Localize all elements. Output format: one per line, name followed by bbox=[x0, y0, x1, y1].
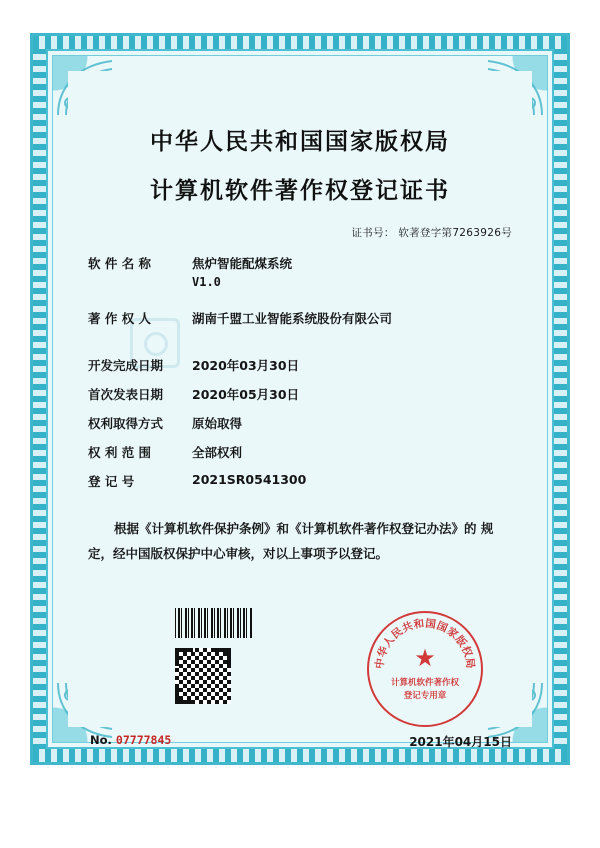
qr-code-icon bbox=[175, 648, 231, 704]
field-value: 2020年05月30日 bbox=[192, 387, 300, 402]
serial-number-value: 07777845 bbox=[115, 733, 172, 747]
document-title: 计算机软件著作权登记证书 bbox=[150, 178, 450, 204]
field-value bbox=[192, 254, 512, 289]
field-value: 2021SR0541300 bbox=[192, 472, 307, 487]
seal-line-1: 计算机软件著作权 bbox=[390, 678, 459, 688]
certificate-number-label: 证书号： bbox=[351, 227, 395, 239]
field-row-acquisition-method bbox=[88, 414, 512, 432]
field-row-first-publication-date bbox=[88, 385, 512, 403]
barcode-icon bbox=[175, 608, 253, 638]
seal-text-lines bbox=[369, 677, 481, 703]
legal-paragraph bbox=[88, 516, 512, 566]
field-row-copyright-owner bbox=[88, 309, 512, 327]
official-seal bbox=[367, 611, 483, 727]
star-icon: ★ bbox=[414, 645, 436, 672]
serial-number bbox=[90, 733, 171, 747]
certificate-content bbox=[88, 123, 512, 566]
field-label: 开发完成日期 bbox=[88, 358, 164, 373]
field-row-development-date bbox=[88, 356, 512, 374]
issuer-title: 中华人民共和国国家版权局 bbox=[150, 129, 450, 155]
seal-line-2: 登记专用章 bbox=[403, 690, 447, 701]
field-value: 全部权利 bbox=[192, 445, 243, 460]
seal-arc-label: 中华人民共和国国家版权局 bbox=[373, 617, 477, 670]
issue-date: 2021年04月15日 bbox=[409, 735, 512, 749]
field-label: 登 记 号 bbox=[88, 474, 135, 489]
code-block bbox=[175, 608, 255, 704]
legal-paragraph-line-1: 根据《计算机软件保护条例》和《计算机软件著作权登记办法》的 bbox=[114, 521, 477, 536]
serial-number-label: No. bbox=[90, 733, 112, 747]
certificate-number-value: 软著登字第7263926号 bbox=[398, 227, 512, 239]
certificate-document bbox=[30, 33, 570, 765]
field-row-software-name bbox=[88, 254, 512, 289]
field-label: 权 利 范 围 bbox=[88, 445, 152, 460]
certificate-number-line bbox=[88, 225, 512, 240]
field-row-registration-number bbox=[88, 472, 512, 490]
field-value: 湖南千盟工业智能系统股份有限公司 bbox=[192, 311, 393, 326]
legal-paragraph-line-2: 规定，经中国版权保护中心审核，对以上事项予以登记。 bbox=[88, 521, 494, 561]
field-label: 权利取得方式 bbox=[88, 416, 164, 431]
field-label: 首次发表日期 bbox=[88, 387, 164, 402]
spacer bbox=[88, 338, 512, 356]
field-list bbox=[88, 254, 512, 490]
field-row-rights-scope bbox=[88, 443, 512, 461]
field-value-version: V1.0 bbox=[192, 275, 221, 289]
field-value-text: 焦炉智能配煤系统 bbox=[192, 256, 293, 271]
field-value: 2020年03月30日 bbox=[192, 358, 300, 373]
field-label: 著 作 权 人 bbox=[88, 311, 152, 326]
field-label: 软 件 名 称 bbox=[88, 256, 152, 271]
field-value: 原始取得 bbox=[192, 416, 243, 431]
